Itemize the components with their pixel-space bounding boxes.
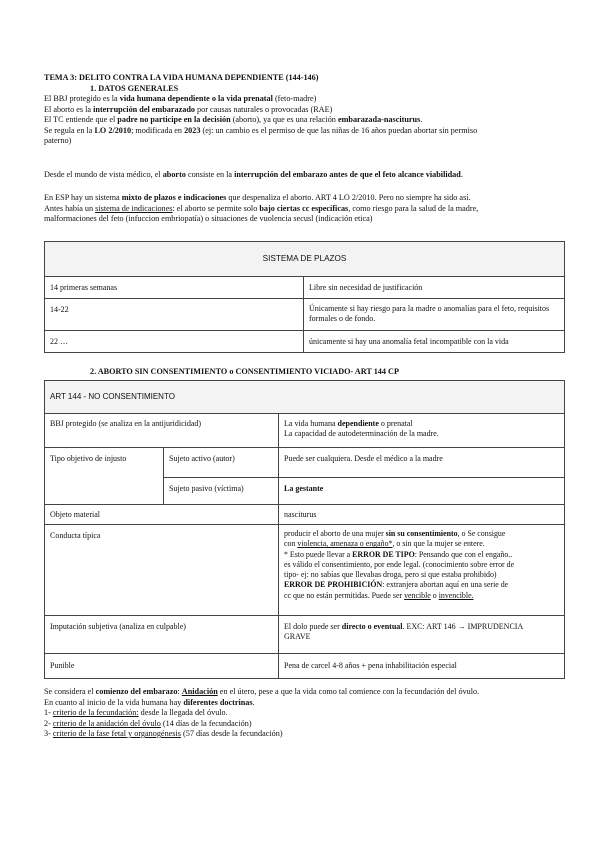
conducta-label: Conducta típica bbox=[45, 525, 279, 616]
plazos-cell: Únicamente si hay riesgo para la madre o anomalías para el feto, requisitos formales o de fondo. bbox=[304, 299, 565, 331]
plazos-cell: únicamente si hay una anomalía fetal incompatible con la vida bbox=[304, 331, 565, 353]
list-item: 2- criterio de la anidación del óvulo (14 días de la fecundación) bbox=[44, 718, 252, 728]
table-row bbox=[45, 654, 565, 679]
plazos-cell: 14-22 bbox=[45, 299, 304, 331]
paragraph: paterno) bbox=[44, 136, 72, 145]
paragraph: El BBJ protegido es la vida humana dependiente o la vida prenatal (feto-madre) bbox=[44, 94, 317, 103]
paragraph: malformaciones del feto (infuccion embriopatía) o situaciones de vuolencia secusl (indicación etica) bbox=[44, 214, 373, 223]
paragraph: Antes había un sistema de indicaciones: el aborto se permite solo bajo ciertas cc específicas, como riesgo para la salud de la madre, bbox=[44, 203, 479, 213]
table-row bbox=[45, 525, 565, 616]
paragraph: En ESP hay un sistema mixto de plazos e indicaciones que despenaliza el aborto. ART 4 LO 2/2010. Pero no siempre ha sido así. bbox=[44, 193, 471, 202]
paragraph: El aborto es la interrupción del embarazado por causas naturales o provocadas (RAE) bbox=[44, 104, 333, 114]
paragraph: Se considera el comienzo del embarazo: Anidación en el útero, pese a que la vida como tal comience con la fecundación del óvulo. bbox=[44, 687, 480, 696]
section-general bbox=[44, 73, 564, 147]
table-row bbox=[45, 277, 565, 299]
activo-label: Sujeto activo (autor) bbox=[164, 448, 279, 478]
document-title: TEMA 3: DELITO CONTRA LA VIDA HUMANA DEPENDIENTE (144-146) bbox=[44, 73, 319, 82]
table-row bbox=[45, 414, 565, 448]
imputacion-label: Imputación subjetiva (analiza en culpable) bbox=[45, 616, 279, 654]
table-row bbox=[45, 616, 565, 654]
art144-table bbox=[44, 380, 564, 679]
tipo-label: Tipo objetivo de injusto bbox=[45, 448, 164, 505]
paragraph: Desde el mundo de vista médico, el aborto consiste en la interrupción del embarazo antes de que el feto alcance viabilidad. bbox=[44, 170, 463, 179]
pasivo-value: La gestante bbox=[279, 478, 565, 505]
art144-header: ART 144 - NO CONSENTIMIENTO bbox=[45, 381, 565, 414]
section-2 bbox=[44, 367, 564, 378]
paragraph-medical bbox=[44, 170, 564, 181]
conducta-value: producir el aborto de una mujer sin su consentimiento, o Se consigue con violencia, amenaza o engaño*, o sin que la mujer se entere. * Esto puede llevar a ERROR DE TIPO: Pensando que con el engaño.. es válido el consentimiento, por ende legal. (conocimiento sobre error de tipo- ej: no sabías que llevabas droga, pero si que estaba prohibido) ERROR DE PROHIBICIÓN: extranjera abortan aquí en una serie de cc que no están permitidas. Puede ser vencible o invencible. bbox=[279, 525, 565, 616]
plazos-cell: 14 primeras semanas bbox=[45, 277, 304, 299]
punible-value: Pena de carcel 4-8 años + pena inhabilitación especial bbox=[279, 654, 565, 679]
bbj-value: La vida humana dependiente o prenatal La capacidad de autodeterminación de la madre. bbox=[279, 414, 565, 448]
objeto-label: Objeto material bbox=[45, 505, 279, 525]
table-row bbox=[45, 505, 565, 525]
list-item: 3- criterio de la fase fetal y organogénesis (57 días desde la fecundación) bbox=[44, 729, 283, 738]
paragraph: Se regula en la LO 2/2010; modificada en 2023 (ej: un cambio es el permiso de que las niñas de 16 años puedan abortar sin permiso bbox=[44, 125, 478, 135]
punible-label: Punible bbox=[45, 654, 279, 679]
activo-value: Puede ser cualquiera. Desde el médico a la madre bbox=[279, 448, 565, 478]
list-item: 1- criterio de la fecundación: desde la llegada del óvulo. bbox=[44, 708, 228, 717]
plazos-table bbox=[44, 241, 564, 353]
section-embarazo bbox=[44, 687, 564, 740]
plazos-header: SISTEMA DE PLAZOS bbox=[45, 242, 565, 277]
section-2-heading: 2. ABORTO SIN CONSENTIMIENTO o CONSENTIMIENTO VICIADO- ART 144 CP bbox=[90, 367, 399, 376]
table-row bbox=[45, 331, 565, 353]
table-row bbox=[45, 299, 565, 331]
pasivo-label: Sujeto pasivo (víctima) bbox=[164, 478, 279, 505]
objeto-value: nasciturus bbox=[279, 505, 565, 525]
table-row bbox=[45, 448, 565, 478]
paragraph: En cuanto al inicio de la vida humana hay diferentes doctrinas. bbox=[44, 697, 255, 707]
plazos-cell: Libre sin necesidad de justificación bbox=[304, 277, 565, 299]
imputacion-value: El dolo puede ser directo o eventual. EXC: ART 146 → IMPRUDENCIA GRAVE bbox=[279, 616, 565, 654]
section-1-heading: 1. DATOS GENERALES bbox=[90, 83, 179, 93]
plazos-cell: 22 … bbox=[45, 331, 304, 353]
paragraph: El TC entiende que el padre no participe en la decisión (aborto), ya que es una relación embarazada-nasciturus. bbox=[44, 115, 423, 124]
paragraph-system bbox=[44, 193, 564, 225]
bbj-label: BBJ protegido (se analiza en la antijuridicidad) bbox=[45, 414, 279, 448]
